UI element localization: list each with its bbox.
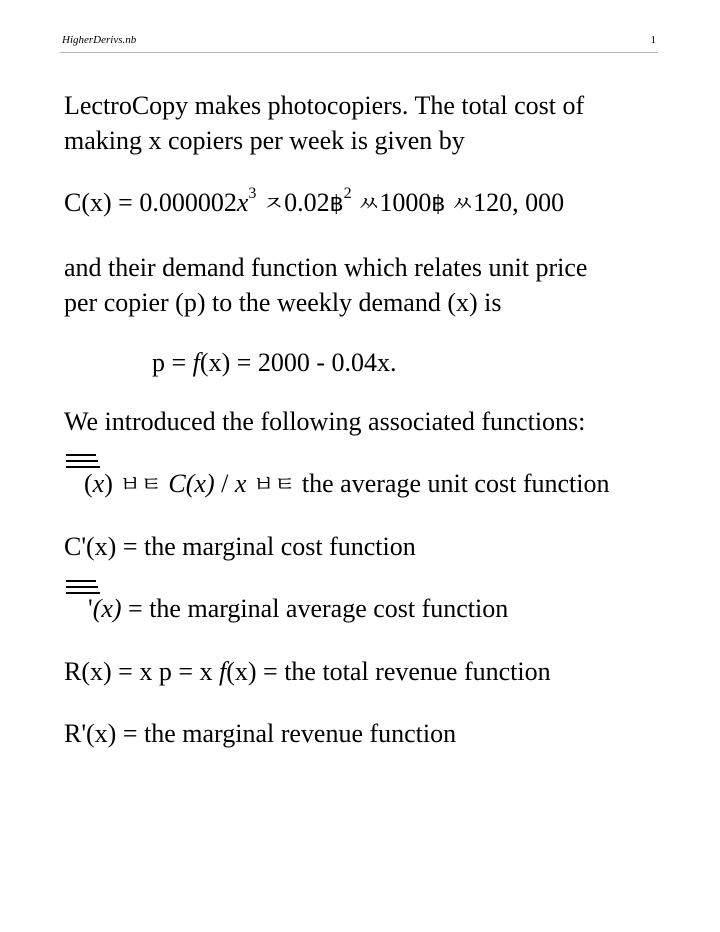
avg-description: the average unit cost function [301, 469, 610, 498]
demand-line-2: per copier (p) to the weekly demand (x) is [64, 288, 502, 317]
functions-intro: We introduced the following associated functions: [64, 407, 586, 436]
mac-arg: (x) [92, 594, 122, 623]
avg-close-paren: ) [104, 469, 113, 498]
marginal-cost-definition: C'(x) = the marginal cost function [64, 532, 416, 561]
revenue-definition [64, 654, 551, 689]
cost-eq-coef2: 0.02 [284, 188, 330, 217]
filename: HigherDerivs.nb [62, 34, 137, 46]
cost-eq-left: C(x) = 0.000002 [64, 188, 237, 217]
avg-slash: / [221, 469, 229, 498]
cost-eq-var: x [236, 188, 249, 217]
garbled-plus-glyph-2: ㅆ [451, 192, 474, 217]
marginal-revenue-definition: R'(x) = the marginal revenue function [64, 719, 457, 748]
avg-var-C: C [168, 469, 186, 498]
garbled-equals-glyph: ㅂㅌ [119, 473, 162, 498]
revenue-right: (x) = the total revenue function [226, 657, 551, 686]
average-cost-definition [84, 466, 609, 503]
revenue-f: f [218, 657, 227, 686]
cost-eq-exp3: 3 [248, 185, 257, 203]
mac-description: = the marginal average cost function [128, 594, 509, 623]
demand-paragraph [64, 250, 587, 320]
demand-eq-f: f [192, 348, 200, 377]
cost-equation [64, 185, 564, 222]
avg-var-x: x [92, 469, 105, 498]
intro-line-1: LectroCopy makes photocopiers. The total cost of [64, 91, 585, 120]
avg-var-x2: x [234, 469, 247, 498]
page-number: 1 [650, 34, 656, 46]
cost-eq-coef3: 1000 [379, 188, 432, 217]
marginal-average-cost-definition [88, 591, 508, 626]
intro-line-2: making x copiers per week is given by [64, 126, 465, 155]
header-divider [60, 52, 658, 53]
garbled-minus-glyph: ㅈ [262, 192, 285, 217]
demand-equation [152, 345, 397, 380]
revenue-left: R(x) = x p = x [64, 657, 219, 686]
cost-eq-exp2: 2 [343, 185, 352, 203]
avg-arg: (x) [185, 469, 215, 498]
demand-eq-right: (x) = 2000 - 0.04x. [199, 348, 397, 377]
intro-paragraph [64, 88, 584, 158]
garbled-plus-glyph: ㅆ [358, 192, 380, 217]
cost-eq-constant: 120, 000 [473, 188, 565, 217]
mac-prime: ' [88, 594, 93, 623]
demand-eq-left: p = [152, 348, 193, 377]
demand-line-1: and their demand function which relates unit price [64, 253, 588, 282]
avg-open-paren: ( [84, 469, 93, 498]
garbled-equals-glyph-2: ㅂㅌ [252, 473, 296, 498]
garbled-times-glyph-2: ฿ [431, 192, 446, 217]
garbled-times-glyph: ฿ [329, 192, 344, 217]
page-header [62, 34, 658, 52]
